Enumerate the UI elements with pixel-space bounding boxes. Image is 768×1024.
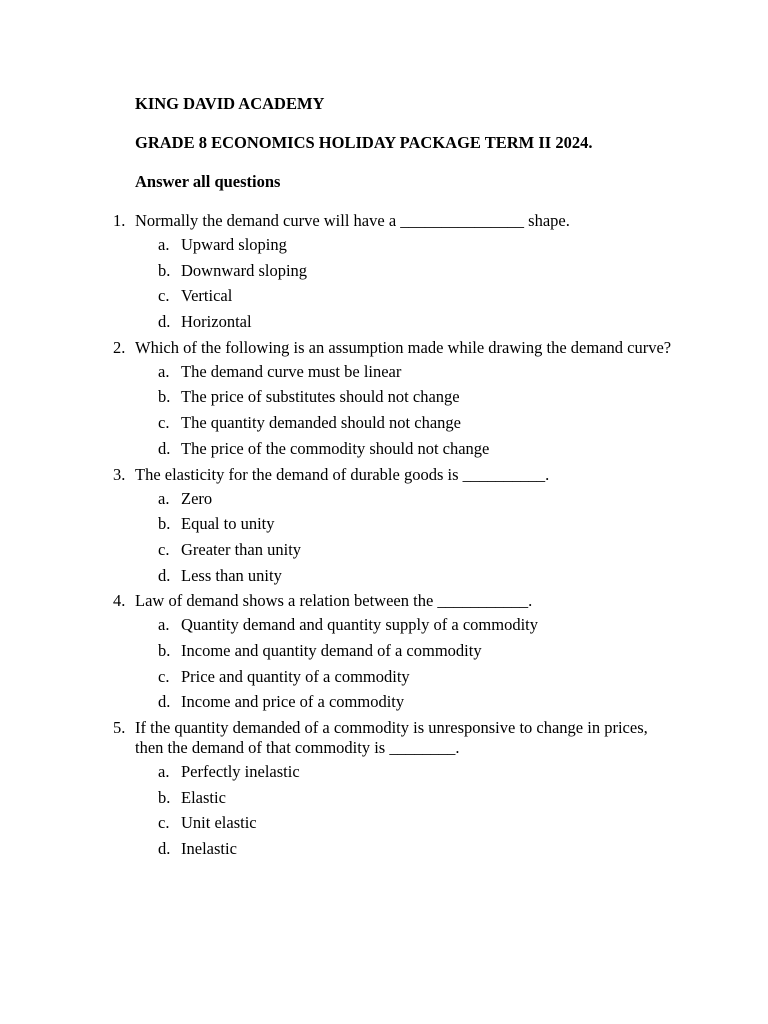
instructions: Answer all questions <box>135 172 281 191</box>
option-text: Income and price of a commodity <box>181 692 405 712</box>
option-list <box>0 235 768 338</box>
option-item <box>0 692 768 718</box>
option-letter: d. <box>158 438 171 458</box>
option-text: Zero <box>181 488 213 508</box>
package-title: GRADE 8 ECONOMICS HOLIDAY PACKAGE TERM II 2024. <box>135 133 593 152</box>
option-text: Greater than unity <box>181 539 302 559</box>
option-text: Upward sloping <box>181 235 287 254</box>
option-item <box>0 788 768 814</box>
option-list <box>0 489 768 592</box>
option-letter: a. <box>158 235 170 254</box>
option-item <box>0 235 768 261</box>
option-text: Equal to unity <box>181 514 275 534</box>
option-letter: d. <box>158 565 171 585</box>
option-text: Quantity demand and quantity supply of a commodity <box>181 615 538 635</box>
question-text: If the quantity demanded of a commodity is unresponsive to change in prices, then the demand of that commodity is ________. <box>135 718 648 757</box>
option-text: Downward sloping <box>181 260 308 280</box>
option-item <box>0 489 768 515</box>
option-text: Inelastic <box>181 839 237 859</box>
question-number: 5. <box>113 718 126 737</box>
question-5 <box>0 718 768 865</box>
option-list <box>0 362 768 465</box>
option-item <box>0 387 768 413</box>
option-text: The demand curve must be linear <box>181 361 402 381</box>
option-item <box>0 413 768 439</box>
question-3 <box>0 465 768 592</box>
option-letter: d. <box>158 692 171 712</box>
option-item <box>0 286 768 312</box>
option-item <box>0 261 768 287</box>
question-2 <box>0 338 768 465</box>
option-letter: c. <box>158 666 170 686</box>
option-text: Unit elastic <box>181 813 257 833</box>
option-letter: d. <box>158 312 171 332</box>
option-item <box>0 667 768 693</box>
question-number: 1. <box>113 211 126 230</box>
option-text: Less than unity <box>181 565 282 585</box>
option-letter: c. <box>158 413 170 433</box>
option-item <box>0 813 768 839</box>
option-letter: a. <box>158 615 170 635</box>
option-item <box>0 762 768 788</box>
option-letter: b. <box>158 387 171 407</box>
question-list <box>0 211 768 865</box>
option-item <box>0 312 768 338</box>
question-text: Normally the demand curve will have a _______________ shape. <box>135 211 570 230</box>
option-item <box>0 641 768 667</box>
option-letter: b. <box>158 640 171 660</box>
option-letter: c. <box>158 286 170 306</box>
question-text: The elasticity for the demand of durable goods is __________. <box>135 464 550 484</box>
question-4 <box>0 591 768 718</box>
option-list <box>0 762 768 865</box>
question-number: 3. <box>113 464 126 484</box>
option-letter: d. <box>158 839 171 859</box>
option-item <box>0 566 768 592</box>
option-text: Vertical <box>181 286 233 306</box>
option-letter: b. <box>158 787 171 807</box>
option-letter: c. <box>158 539 170 559</box>
option-text: Perfectly inelastic <box>181 762 300 781</box>
option-text: Horizontal <box>181 312 252 332</box>
option-text: Income and quantity demand of a commodity <box>181 640 482 660</box>
option-letter: b. <box>158 260 171 280</box>
option-item <box>0 514 768 540</box>
option-text: The price of the commodity should not change <box>181 438 490 458</box>
question-1 <box>0 211 768 338</box>
option-letter: a. <box>158 762 170 781</box>
question-number: 2. <box>113 337 126 357</box>
option-text: The quantity demanded should not change <box>181 413 461 433</box>
option-item <box>0 615 768 641</box>
option-text: The price of substitutes should not change <box>181 387 460 407</box>
option-item <box>0 839 768 865</box>
option-list <box>0 615 768 718</box>
option-item <box>0 540 768 566</box>
question-text: Law of demand shows a relation between the ___________. <box>135 591 533 611</box>
option-text: Elastic <box>181 787 226 807</box>
option-letter: a. <box>158 488 170 508</box>
question-text: Which of the following is an assumption made while drawing the demand curve? <box>135 337 672 357</box>
option-item <box>0 362 768 388</box>
option-letter: c. <box>158 813 170 833</box>
option-letter: b. <box>158 514 171 534</box>
option-letter: a. <box>158 361 170 381</box>
question-number: 4. <box>113 591 126 611</box>
option-text: Price and quantity of a commodity <box>181 666 410 686</box>
school-name: KING DAVID ACADEMY <box>135 94 325 113</box>
option-item <box>0 439 768 465</box>
